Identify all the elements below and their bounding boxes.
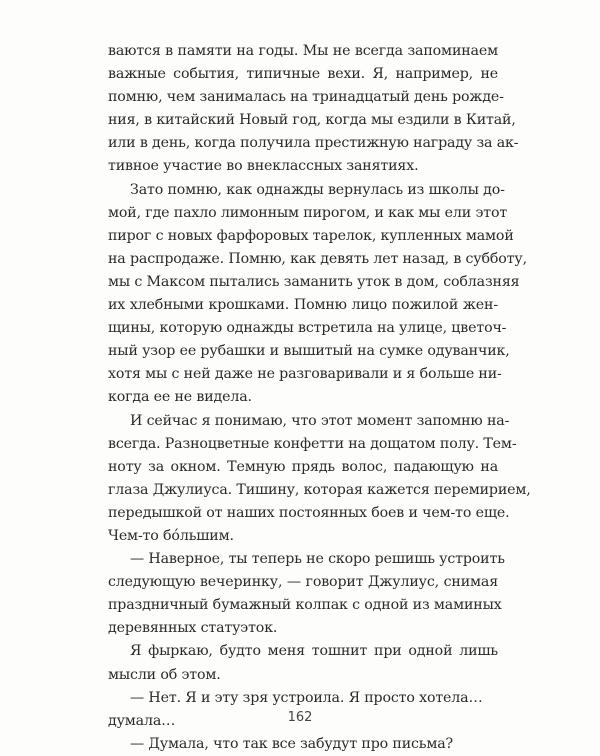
text-line: мы с Максом пытались заманить уток в дом, соблазняя <box>108 273 520 290</box>
text-line: мой, где пахло лимонным пирогом, и как мы ели этот <box>108 204 508 221</box>
text-line: следующую вечеринку, — говорит Джулиус, снимая <box>108 574 498 591</box>
text-line: глаза Джулиуса. Тишину, которая кажется перемирием, <box>108 481 531 498</box>
text-line: помню, чем занималась на тринадцатый день рожде- <box>108 89 504 106</box>
text-line: всегда. Разноцветные конфетти на дощатом полу. Тем- <box>108 435 517 452</box>
text-line: хотя мы с ней даже не разговаривали и я больше ни- <box>108 366 502 383</box>
text-line: Зато помню, как однажды вернулась из школы до- <box>130 181 505 198</box>
text-line: праздничный бумажный колпак с одной из маминых <box>108 597 502 614</box>
page-number: 162 <box>287 710 313 725</box>
text-line: мысли об этом. <box>108 666 221 683</box>
text-line: ный узор ее рубашки и вышитый на сумке одуванчик, <box>108 343 510 360</box>
text-line: деревянных статуэток. <box>108 620 278 637</box>
text-line: — Думала, что так все забудут про письма? <box>130 735 454 752</box>
text-line: — Нет. Я и эту зря устроила. Я просто хотела… <box>130 689 483 706</box>
text-line: ноту за окном. Темную прядь волос, падающую на <box>108 458 498 475</box>
text-line: важные события, типичные вехи. Я, например, не <box>108 66 498 83</box>
text-line: Я фыркаю, будто меня тошнит при одной лишь <box>130 643 498 660</box>
text-line: щины, которую однажды встретила на улице, цветоч- <box>108 320 507 337</box>
text-line: или в день, когда получила престижную награду за ак- <box>108 135 519 152</box>
text-line: на распродаже. Помню, как девять лет назад, в субботу, <box>108 250 527 267</box>
body-text <box>108 40 531 756</box>
text-line: их хлебными крошками. Помню лицо пожилой жен- <box>108 297 498 314</box>
text-line: ния, в китайский Новый год, когда мы ездили в Китай, <box>108 112 516 129</box>
text-line: передышкой от наших постоянных боев и чем-то еще. <box>108 504 510 521</box>
text-line: думала… <box>108 712 176 729</box>
text-line: Чем-то бóльшим. <box>108 527 234 544</box>
text-line: тивное участие во внеклассных занятиях. <box>108 158 419 175</box>
text-line: ваются в памяти на годы. Мы не всегда запоминаем <box>108 43 498 59</box>
text-line: когда ее не видела. <box>108 389 252 406</box>
text-line: пирог с новых фарфоровых тарелок, купленных мамой <box>108 227 514 244</box>
text-line: И сейчас я понимаю, что этот момент запомню на- <box>130 412 510 429</box>
text-line: — Наверное, ты теперь не скоро решишь устроить <box>130 551 505 568</box>
